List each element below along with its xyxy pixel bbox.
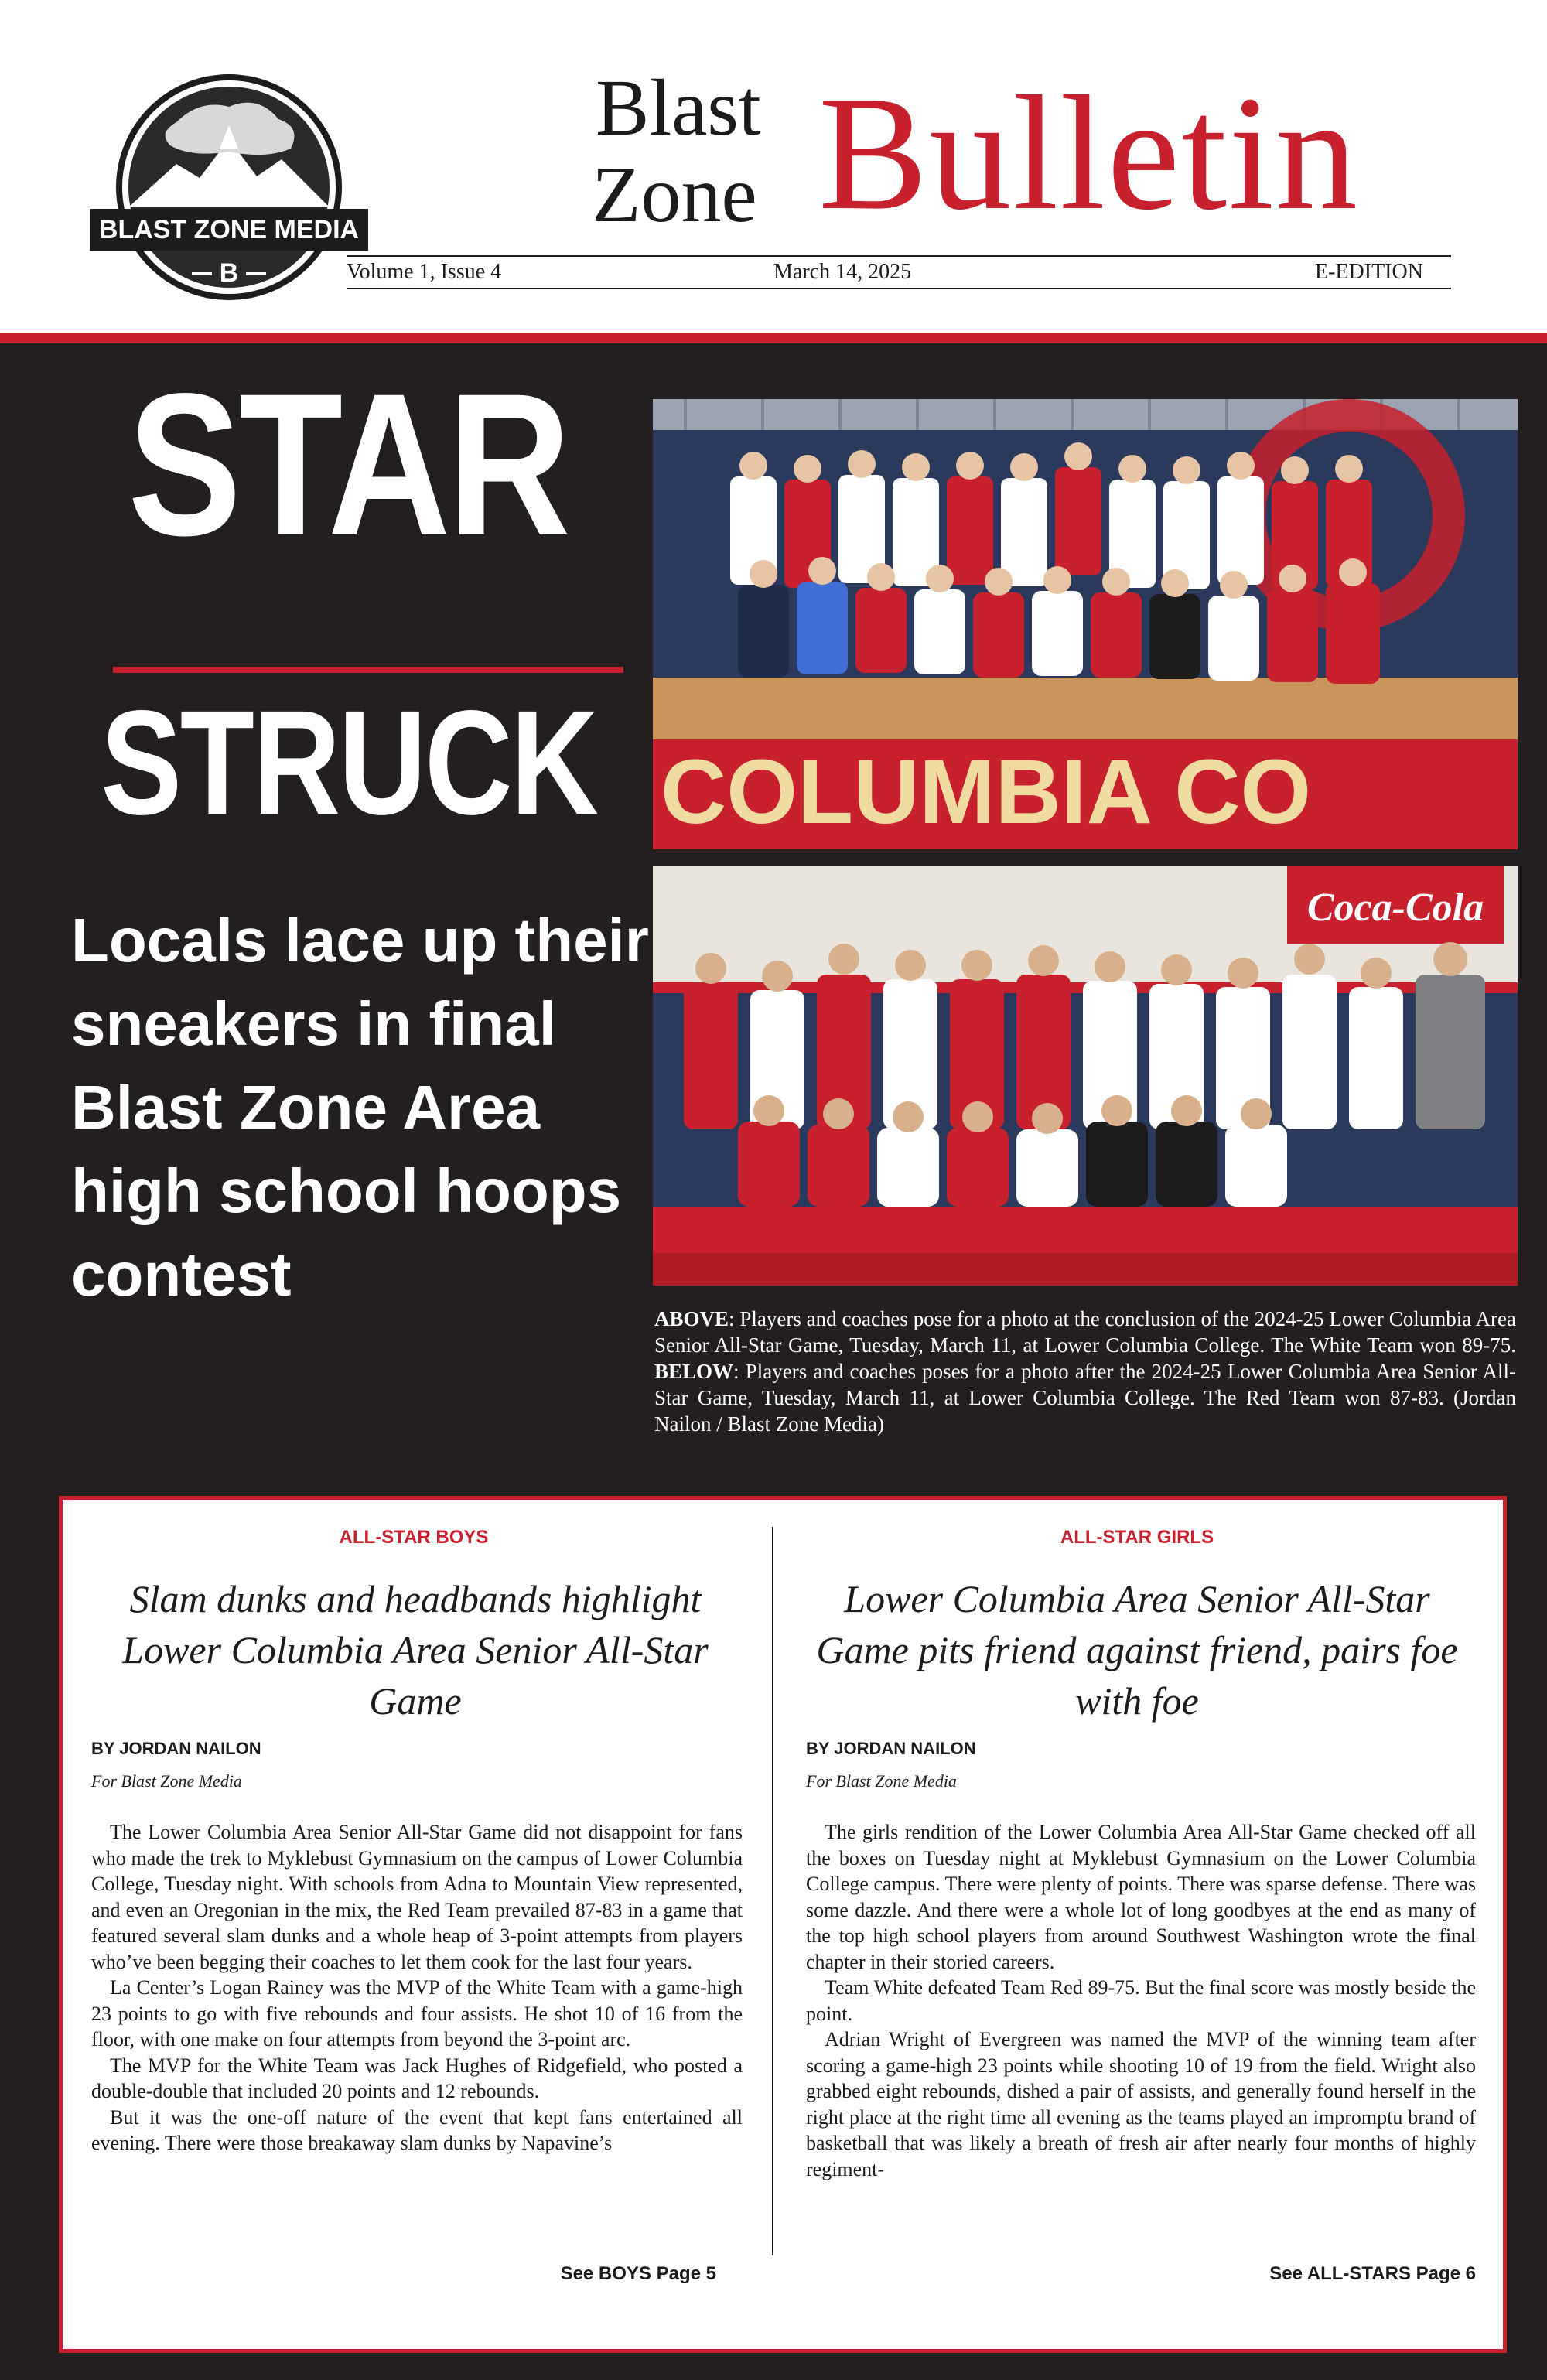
issue-edition: E-EDITION [1315, 260, 1423, 284]
boys-article-body [91, 1819, 743, 2156]
boys-jump-link[interactable]: See BOYS Page 5 [560, 2263, 716, 2284]
boys-paragraph: But it was the one-off nature of the event that kept fans entertained all evening. There were those breakaway slam dunks by Napavine’s [91, 2105, 743, 2154]
players-standing [684, 975, 1485, 1129]
caption-above-text: : Players and coaches pose for a photo at the conclusion of the 2024-25 Lower Columbia Area Senior All-Star Game, Tuesday, March 11, at Lower Columbia College. The White Team won 89-75. [654, 1307, 1516, 1357]
boys-paragraph: The Lower Columbia Area Senior All-Star Game did not disappoint for fans who made the trek to Myklebust Gymnasium on the campus of Lower Columbia College, Tuesday night. With schools from Adna to Mountain View represented, and even an Oregonian in the mix, the Red Team prevailed 87-83 in a game that featured several slam dunks and a whole heap of 3-point attempts from players who’ve been begging their coaches to let them cook for the last four years. [91, 1821, 743, 1973]
headline-rule [113, 667, 623, 673]
girls-jump-link[interactable]: See ALL-STARS Page 6 [1269, 2263, 1476, 2284]
blast-zone-media-logo [84, 71, 374, 303]
girls-paragraph: Adrian Wright of Evergreen was named the MVP of the winning team after scoring a game-high 23 points while shooting 10 of 19 from the field. Wright also grabbed eight rebounds, dished a pair of assists, and generally found herself in the right place at the right time all evening as the teams played an impromptu brand of basketball that was likely a breath of fresh air after nearly four months of highly regiment- [806, 2028, 1476, 2180]
boys-paragraph: The MVP for the White Team was Jack Hughes of Ridgefield, who posted a double-double that included 20 points and 12 rebounds. [91, 2054, 743, 2102]
logo-mark: B [219, 258, 239, 288]
court-banner-text: COLUMBIA CO [661, 741, 1312, 843]
boys-kicker: ALL-STAR BOYS [339, 1527, 489, 1548]
logo-wordmark: BLAST ZONE MEDIA [98, 215, 360, 244]
issue-volume: Volume 1, Issue 4 [347, 260, 502, 284]
caption-below-label: BELOW [654, 1360, 734, 1383]
masthead-rule-bottom [347, 288, 1451, 289]
boys-team-photo [653, 866, 1518, 1286]
headline-struck: STRUCK [101, 679, 597, 845]
column-divider [772, 1527, 774, 2255]
masthead-rule-top [347, 255, 1451, 257]
girls-byline: BY JORDAN NAILON [806, 1739, 976, 1758]
caption-above-label: ABOVE [654, 1307, 729, 1330]
caption-below-text: : Players and coaches poses for a photo after the 2024-25 Lower Columbia Area Senior All-Star Game, Tuesday, March 11, at Lower Columbia College. The Red Team won 87-83. (Jordan Nailon / Blast Zone Media) [654, 1360, 1516, 1436]
players-front-row [738, 582, 1380, 684]
girls-headline[interactable]: Lower Columbia Area Senior All-Star Game pits friend against friend, pairs foe with foe [816, 1577, 1458, 1723]
girls-kicker: ALL-STAR GIRLS [1060, 1527, 1214, 1548]
masthead-title-bulletin: Bulletin [818, 62, 1360, 244]
boys-credit: For Blast Zone Media [91, 1771, 242, 1791]
headline-deck: Locals lace up their sneakers in final Blast Zone Area high school hoops contest [71, 906, 649, 1309]
masthead-title-blast: Blast [596, 63, 761, 152]
girls-team-photo [653, 399, 1518, 849]
boys-byline: BY JORDAN NAILON [91, 1739, 261, 1758]
headline-star: STAR [128, 351, 569, 578]
girls-paragraph: Team White defeated Team Red 89-75. But the final score was mostly beside the point. [806, 1976, 1476, 2025]
sponsor-sign: Coca-Cola [1306, 886, 1484, 930]
girls-credit: For Blast Zone Media [806, 1771, 957, 1791]
photo-caption [654, 1306, 1516, 1437]
boys-paragraph: La Center’s Logan Rainey was the MVP of the White Team with a game-high 23 points to go with five rebounds and four assists. He shot 10 of 16 from the floor, with one make on four attempts from beyond the 3-point arc. [91, 1976, 743, 2050]
boys-headline[interactable]: Slam dunks and headbands highlight Lower Columbia Area Senior All-Star Game [122, 1577, 709, 1723]
girls-paragraph: The girls rendition of the Lower Columbia Area All-Star Game checked off all the boxes on Tuesday night at Myklebust Gymnasium on the Lower Columbia College campus. There were plenty of points. There was sparse defense. There was some dazzle. And there were a whole lot of long goodbyes at the end as many of the top high school players from around Southwest Washington wrote the final chapter in their storied careers. [806, 1821, 1476, 1973]
masthead-title-zone: Zone [592, 150, 757, 239]
red-divider-band [0, 333, 1547, 343]
girls-article-body [806, 1819, 1476, 2182]
issue-date: March 14, 2025 [774, 260, 912, 284]
